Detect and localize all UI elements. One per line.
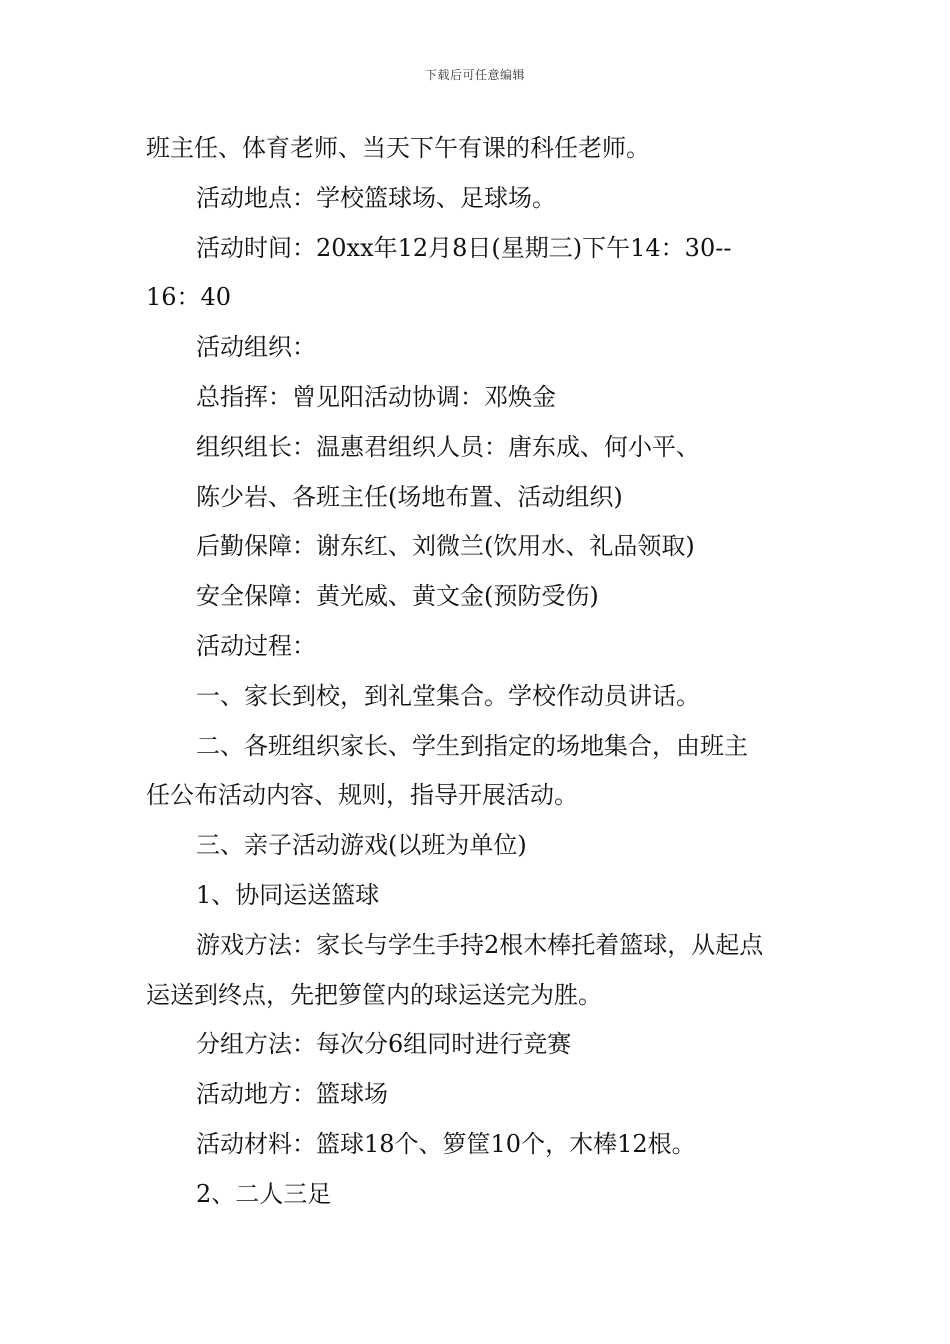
text-line: 2、二人三足 bbox=[196, 1179, 332, 1208]
text-line: 二、各班组织家长、学生到指定的场地集合，由班主 bbox=[196, 731, 748, 760]
text-line: 分组方法：每次分6组同时进行竞赛 bbox=[196, 1030, 572, 1059]
text-line: 16：40 bbox=[146, 283, 232, 312]
text-line: 三、亲子活动游戏(以班为单位) bbox=[196, 831, 527, 860]
header-note: 下载后可任意编辑 bbox=[424, 68, 525, 82]
text-line: 组织组长：温惠君组织人员：唐东成、何小平、 bbox=[196, 432, 700, 461]
text-line: 活动组织： bbox=[196, 333, 316, 362]
text-line: 活动材料：篮球18个、箩筐10个，木棒12根。 bbox=[196, 1129, 696, 1158]
text-line: 安全保障：黄光威、黄文金(预防受伤) bbox=[196, 582, 599, 611]
text-line: 活动时间：20xx年12月8日(星期三)下午14：30-- bbox=[196, 233, 732, 262]
text-line: 运送到终点，先把箩筐内的球运送完为胜。 bbox=[146, 980, 602, 1009]
text-line: 活动地点：学校篮球场、足球场。 bbox=[196, 183, 556, 212]
text-line: 一、家长到校，到礼堂集合。学校作动员讲话。 bbox=[196, 681, 700, 710]
text-line: 1、协同运送篮球 bbox=[196, 880, 380, 909]
text-line: 总指挥：曾见阳活动协调：邓焕金 bbox=[196, 382, 556, 411]
text-line: 后勤保障：谢东红、刘微兰(饮用水、礼品领取) bbox=[196, 532, 695, 561]
text-line: 班主任、体育老师、当天下午有课的科任老师。 bbox=[146, 134, 650, 162]
text-line: 任公布活动内容、规则，指导开展活动。 bbox=[146, 781, 578, 810]
text-line: 活动地方：篮球场 bbox=[196, 1080, 388, 1109]
document-body bbox=[146, 124, 808, 1220]
text-line: 陈少岩、各班主任(场地布置、活动组织) bbox=[196, 482, 623, 511]
text-line: 活动过程： bbox=[196, 631, 316, 660]
text-line: 游戏方法：家长与学生手持2根木棒托着篮球，从起点 bbox=[196, 930, 764, 959]
